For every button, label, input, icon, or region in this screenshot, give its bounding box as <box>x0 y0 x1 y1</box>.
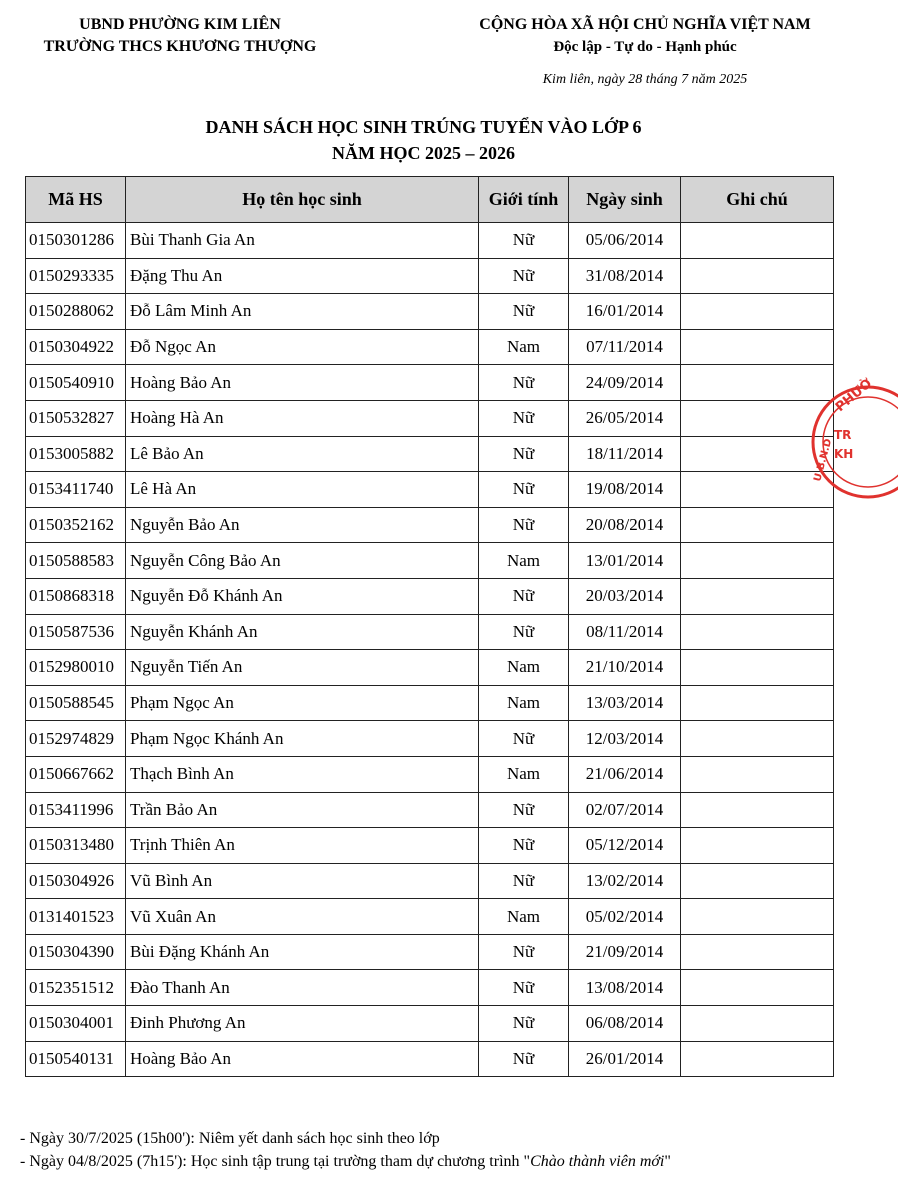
cell-notes <box>681 828 834 864</box>
cell-notes <box>681 970 834 1006</box>
cell-gender: Nữ <box>479 1006 569 1042</box>
table-row <box>26 614 834 650</box>
table-body <box>26 223 834 1077</box>
cell-gender: Nữ <box>479 258 569 294</box>
table-row <box>26 543 834 579</box>
cell-student-id: 0153411740 <box>26 472 126 508</box>
cell-birthdate: 05/06/2014 <box>569 223 681 259</box>
cell-birthdate: 26/01/2014 <box>569 1041 681 1077</box>
note-line-1: - Ngày 30/7/2025 (15h00'): Niêm yết danh sách học sinh theo lớp <box>20 1130 440 1147</box>
cell-birthdate: 21/06/2014 <box>569 756 681 792</box>
cell-student-name: Nguyễn Tiến An <box>126 650 479 686</box>
national-title: CỘNG HÒA XÃ HỘI CHỦ NGHĨA VIỆT NAM <box>479 16 811 33</box>
cell-student-id: 0150304926 <box>26 863 126 899</box>
cell-gender: Nữ <box>479 1041 569 1077</box>
table-row <box>26 650 834 686</box>
cell-notes <box>681 329 834 365</box>
cell-student-name: Nguyễn Đỗ Khánh An <box>126 578 479 614</box>
cell-student-name: Phạm Ngọc Khánh An <box>126 721 479 757</box>
table-row <box>26 329 834 365</box>
table-row <box>26 436 834 472</box>
cell-birthdate: 05/02/2014 <box>569 899 681 935</box>
table-row <box>26 756 834 792</box>
cell-gender: Nữ <box>479 400 569 436</box>
cell-birthdate: 02/07/2014 <box>569 792 681 828</box>
cell-gender: Nữ <box>479 614 569 650</box>
cell-student-id: 0150293335 <box>26 258 126 294</box>
column-header-notes: Ghi chú <box>681 177 834 223</box>
national-motto: Độc lập - Tự do - Hạnh phúc <box>553 39 737 55</box>
table-row <box>26 472 834 508</box>
cell-student-id: 0150540131 <box>26 1041 126 1077</box>
cell-gender: Nam <box>479 650 569 686</box>
cell-notes <box>681 294 834 330</box>
cell-gender: Nam <box>479 899 569 935</box>
cell-student-id: 0150301286 <box>26 223 126 259</box>
svg-text:TR: TR <box>834 428 852 442</box>
cell-student-id: 0150352162 <box>26 507 126 543</box>
cell-gender: Nam <box>479 329 569 365</box>
cell-gender: Nữ <box>479 578 569 614</box>
svg-text:PHƯỜ: PHƯỜ <box>832 376 876 416</box>
issuer-school: TRƯỜNG THCS KHƯƠNG THƯỢNG <box>43 38 317 55</box>
cell-notes <box>681 614 834 650</box>
cell-student-id: 0150313480 <box>26 828 126 864</box>
cell-gender: Nam <box>479 543 569 579</box>
cell-student-name: Đinh Phương An <box>126 1006 479 1042</box>
cell-student-name: Đào Thanh An <box>126 970 479 1006</box>
cell-student-name: Lê Bảo An <box>126 436 479 472</box>
cell-student-name: Thạch Bình An <box>126 756 479 792</box>
cell-student-name: Trịnh Thiên An <box>126 828 479 864</box>
cell-student-id: 0150588583 <box>26 543 126 579</box>
cell-student-name: Bùi Thanh Gia An <box>126 223 479 259</box>
svg-text:U.B.N.D: U.B.N.D <box>812 437 835 483</box>
document-date: Kim liên, ngày 28 tháng 7 năm 2025 <box>542 72 748 87</box>
cell-birthdate: 20/08/2014 <box>569 507 681 543</box>
cell-student-name: Nguyễn Công Bảo An <box>126 543 479 579</box>
table-row <box>26 970 834 1006</box>
cell-student-id: 0150304001 <box>26 1006 126 1042</box>
note-line-2 <box>20 1150 840 1173</box>
table-row <box>26 721 834 757</box>
cell-student-id: 0153411996 <box>26 792 126 828</box>
table-row <box>26 934 834 970</box>
cell-notes <box>681 1041 834 1077</box>
cell-birthdate: 20/03/2014 <box>569 578 681 614</box>
cell-birthdate: 12/03/2014 <box>569 721 681 757</box>
cell-student-id: 0152980010 <box>26 650 126 686</box>
column-header-birthdate: Ngày sinh <box>569 177 681 223</box>
cell-birthdate: 13/08/2014 <box>569 970 681 1006</box>
cell-gender: Nữ <box>479 294 569 330</box>
issuer-block <box>30 14 330 58</box>
cell-student-id: 0152351512 <box>26 970 126 1006</box>
table-row <box>26 1006 834 1042</box>
cell-notes <box>681 863 834 899</box>
title-line-2: NĂM HỌC 2025 – 2026 <box>332 143 515 163</box>
cell-gender: Nữ <box>479 436 569 472</box>
notes-section <box>20 1127 840 1173</box>
cell-gender: Nam <box>479 685 569 721</box>
program-name: Chào thành viên mới <box>530 1153 665 1170</box>
column-header-gender: Giới tính <box>479 177 569 223</box>
table-row <box>26 899 834 935</box>
note-line-2-text: - Ngày 04/8/2025 (7h15'): Học sinh tập trung tại trường tham dự chương trình " <box>20 1153 531 1170</box>
table-header-row <box>26 177 834 223</box>
cell-gender: Nữ <box>479 828 569 864</box>
cell-student-id: 0150288062 <box>26 294 126 330</box>
table-row <box>26 258 834 294</box>
cell-student-name: Vũ Xuân An <box>126 899 479 935</box>
cell-birthdate: 13/02/2014 <box>569 863 681 899</box>
table-row <box>26 365 834 401</box>
table-row <box>26 792 834 828</box>
cell-student-id: 0150304922 <box>26 329 126 365</box>
cell-student-id: 0150304390 <box>26 934 126 970</box>
table-row <box>26 507 834 543</box>
issuer-authority: UBND PHƯỜNG KIM LIÊN <box>79 16 281 33</box>
cell-student-id: 0150588545 <box>26 685 126 721</box>
cell-birthdate: 26/05/2014 <box>569 400 681 436</box>
cell-notes <box>681 223 834 259</box>
cell-student-name: Bùi Đặng Khánh An <box>126 934 479 970</box>
cell-notes <box>681 1006 834 1042</box>
table-row <box>26 863 834 899</box>
national-header <box>460 14 830 58</box>
cell-gender: Nữ <box>479 970 569 1006</box>
cell-student-name: Đỗ Lâm Minh An <box>126 294 479 330</box>
cell-notes <box>681 507 834 543</box>
cell-notes <box>681 650 834 686</box>
cell-birthdate: 18/11/2014 <box>569 436 681 472</box>
cell-birthdate: 31/08/2014 <box>569 258 681 294</box>
cell-notes <box>681 756 834 792</box>
table-row <box>26 223 834 259</box>
document-title <box>0 114 847 166</box>
cell-student-name: Đỗ Ngọc An <box>126 329 479 365</box>
cell-notes <box>681 792 834 828</box>
table-row <box>26 294 834 330</box>
cell-student-id: 0150667662 <box>26 756 126 792</box>
cell-student-name: Phạm Ngọc An <box>126 685 479 721</box>
official-seal-stamp <box>808 376 898 502</box>
cell-gender: Nữ <box>479 365 569 401</box>
cell-student-id: 0150540910 <box>26 365 126 401</box>
cell-student-id: 0153005882 <box>26 436 126 472</box>
cell-birthdate: 16/01/2014 <box>569 294 681 330</box>
cell-student-name: Trần Bảo An <box>126 792 479 828</box>
cell-birthdate: 24/09/2014 <box>569 365 681 401</box>
cell-student-id: 0131401523 <box>26 899 126 935</box>
table-row <box>26 578 834 614</box>
title-line-1: DANH SÁCH HỌC SINH TRÚNG TUYỂN VÀO LỚP 6 <box>205 117 642 137</box>
table-row <box>26 685 834 721</box>
cell-notes <box>681 543 834 579</box>
cell-student-id: 0150868318 <box>26 578 126 614</box>
cell-notes <box>681 578 834 614</box>
cell-birthdate: 13/03/2014 <box>569 685 681 721</box>
cell-birthdate: 19/08/2014 <box>569 472 681 508</box>
cell-birthdate: 21/10/2014 <box>569 650 681 686</box>
cell-gender: Nữ <box>479 507 569 543</box>
cell-student-name: Vũ Bình An <box>126 863 479 899</box>
cell-gender: Nữ <box>479 721 569 757</box>
table-row <box>26 828 834 864</box>
cell-student-name: Hoàng Bảo An <box>126 1041 479 1077</box>
cell-student-id: 0152974829 <box>26 721 126 757</box>
cell-notes <box>681 685 834 721</box>
cell-gender: Nữ <box>479 223 569 259</box>
cell-gender: Nữ <box>479 863 569 899</box>
cell-birthdate: 21/09/2014 <box>569 934 681 970</box>
cell-notes <box>681 721 834 757</box>
svg-text:KH: KH <box>834 447 854 461</box>
cell-gender: Nữ <box>479 792 569 828</box>
cell-birthdate: 06/08/2014 <box>569 1006 681 1042</box>
cell-birthdate: 07/11/2014 <box>569 329 681 365</box>
cell-gender: Nữ <box>479 934 569 970</box>
cell-student-name: Đặng Thu An <box>126 258 479 294</box>
cell-notes <box>681 899 834 935</box>
table-row <box>26 1041 834 1077</box>
column-header-student-id: Mã HS <box>26 177 126 223</box>
cell-birthdate: 13/01/2014 <box>569 543 681 579</box>
cell-student-name: Nguyễn Khánh An <box>126 614 479 650</box>
cell-student-name: Lê Hà An <box>126 472 479 508</box>
column-header-name: Họ tên học sinh <box>126 177 479 223</box>
student-table <box>25 176 834 1077</box>
table-row <box>26 400 834 436</box>
cell-student-id: 0150532827 <box>26 400 126 436</box>
cell-gender: Nam <box>479 756 569 792</box>
cell-birthdate: 08/11/2014 <box>569 614 681 650</box>
cell-student-name: Hoàng Hà An <box>126 400 479 436</box>
cell-notes <box>681 258 834 294</box>
cell-student-id: 0150587536 <box>26 614 126 650</box>
cell-birthdate: 05/12/2014 <box>569 828 681 864</box>
cell-student-name: Hoàng Bảo An <box>126 365 479 401</box>
note-line-2-end: " <box>664 1153 671 1170</box>
cell-student-name: Nguyễn Bảo An <box>126 507 479 543</box>
cell-notes <box>681 934 834 970</box>
cell-gender: Nữ <box>479 472 569 508</box>
